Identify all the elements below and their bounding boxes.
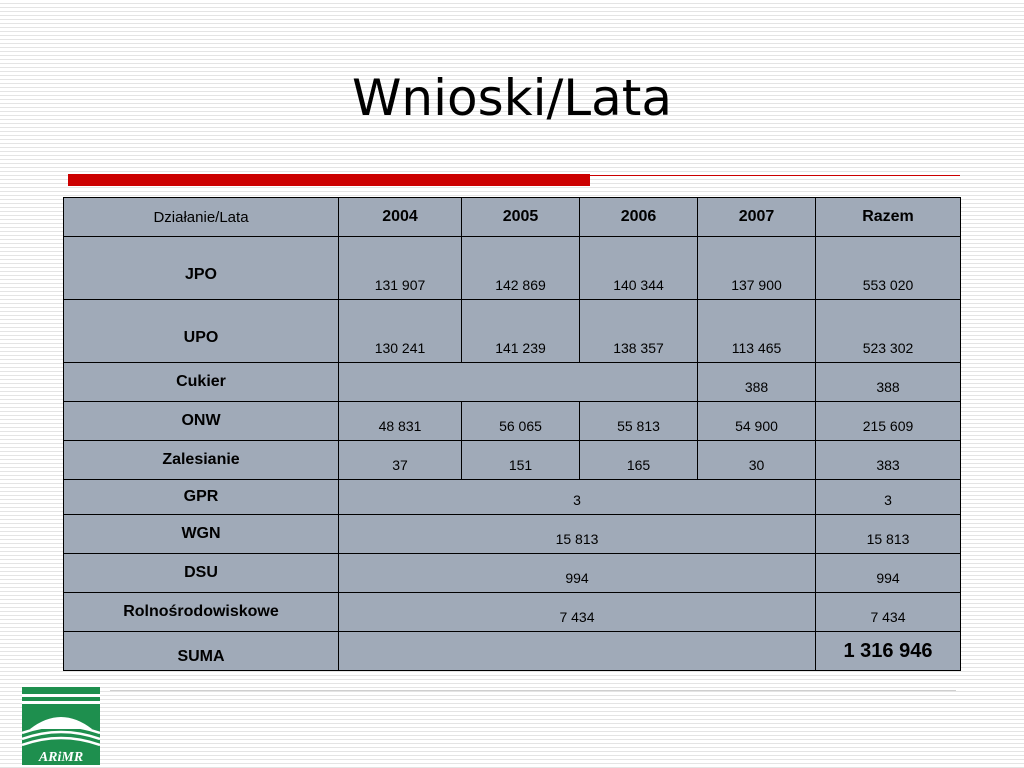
total-cell: 3 (816, 480, 961, 515)
table-row (64, 480, 961, 515)
row-label: WGN (64, 515, 339, 554)
table-cell: 388 (698, 363, 816, 402)
table-cell: 138 357 (580, 300, 698, 363)
header-cell: Razem (816, 198, 961, 237)
row-label: ONW (64, 402, 339, 441)
table-cell: 56 065 (462, 402, 580, 441)
table-row (64, 300, 961, 363)
table-cell: 113 465 (698, 300, 816, 363)
total-cell: 994 (816, 554, 961, 593)
row-label: GPR (64, 480, 339, 515)
footer-divider (110, 690, 956, 691)
row-label: Zalesianie (64, 441, 339, 480)
header-cell: 2005 (462, 198, 580, 237)
table-cell: 140 344 (580, 237, 698, 300)
header-cell: Działanie/Lata (64, 198, 339, 237)
row-label: JPO (64, 237, 339, 300)
row-label: SUMA (64, 632, 339, 671)
row-label: DSU (64, 554, 339, 593)
header-cell: 2007 (698, 198, 816, 237)
merged-cell: 3 (339, 480, 816, 515)
total-cell: 215 609 (816, 402, 961, 441)
header-cell: 2006 (580, 198, 698, 237)
grand-total-cell: 1 316 946 (816, 632, 961, 671)
table-row (64, 237, 961, 300)
table-row (64, 554, 961, 593)
table-cell: 137 900 (698, 237, 816, 300)
table-cell: 37 (339, 441, 462, 480)
table-row (64, 515, 961, 554)
title-underline-thin (590, 175, 960, 176)
merged-cell: 15 813 (339, 515, 816, 554)
total-cell: 383 (816, 441, 961, 480)
arimr-logo (22, 687, 100, 765)
table-cell: 48 831 (339, 402, 462, 441)
table-cell: 30 (698, 441, 816, 480)
total-cell: 7 434 (816, 593, 961, 632)
total-cell: 388 (816, 363, 961, 402)
table-cell: 54 900 (698, 402, 816, 441)
table-row (64, 441, 961, 480)
table-row (64, 593, 961, 632)
table-cell: 151 (462, 441, 580, 480)
table-cell: 165 (580, 441, 698, 480)
table-row (64, 632, 961, 671)
merged-cell: 7 434 (339, 593, 816, 632)
applications-table (63, 197, 961, 671)
table-header-row (64, 198, 961, 237)
total-cell: 553 020 (816, 237, 961, 300)
title-underline-thick (68, 174, 590, 186)
table-cell: 55 813 (580, 402, 698, 441)
table-cell: 142 869 (462, 237, 580, 300)
table-cell: 131 907 (339, 237, 462, 300)
table-row (64, 363, 961, 402)
header-cell: 2004 (339, 198, 462, 237)
empty-cell (339, 632, 816, 671)
table-cell: 130 241 (339, 300, 462, 363)
row-label: Rolnośrodowiskowe (64, 593, 339, 632)
table-cell: 141 239 (462, 300, 580, 363)
table-row (64, 402, 961, 441)
total-cell: 15 813 (816, 515, 961, 554)
merged-cell: 994 (339, 554, 816, 593)
total-cell: 523 302 (816, 300, 961, 363)
row-label: UPO (64, 300, 339, 363)
row-label: Cukier (64, 363, 339, 402)
logo-text: ARiMR (38, 750, 84, 765)
empty-cell (339, 363, 698, 402)
slide-title: Wnioski/Lata (351, 69, 673, 127)
